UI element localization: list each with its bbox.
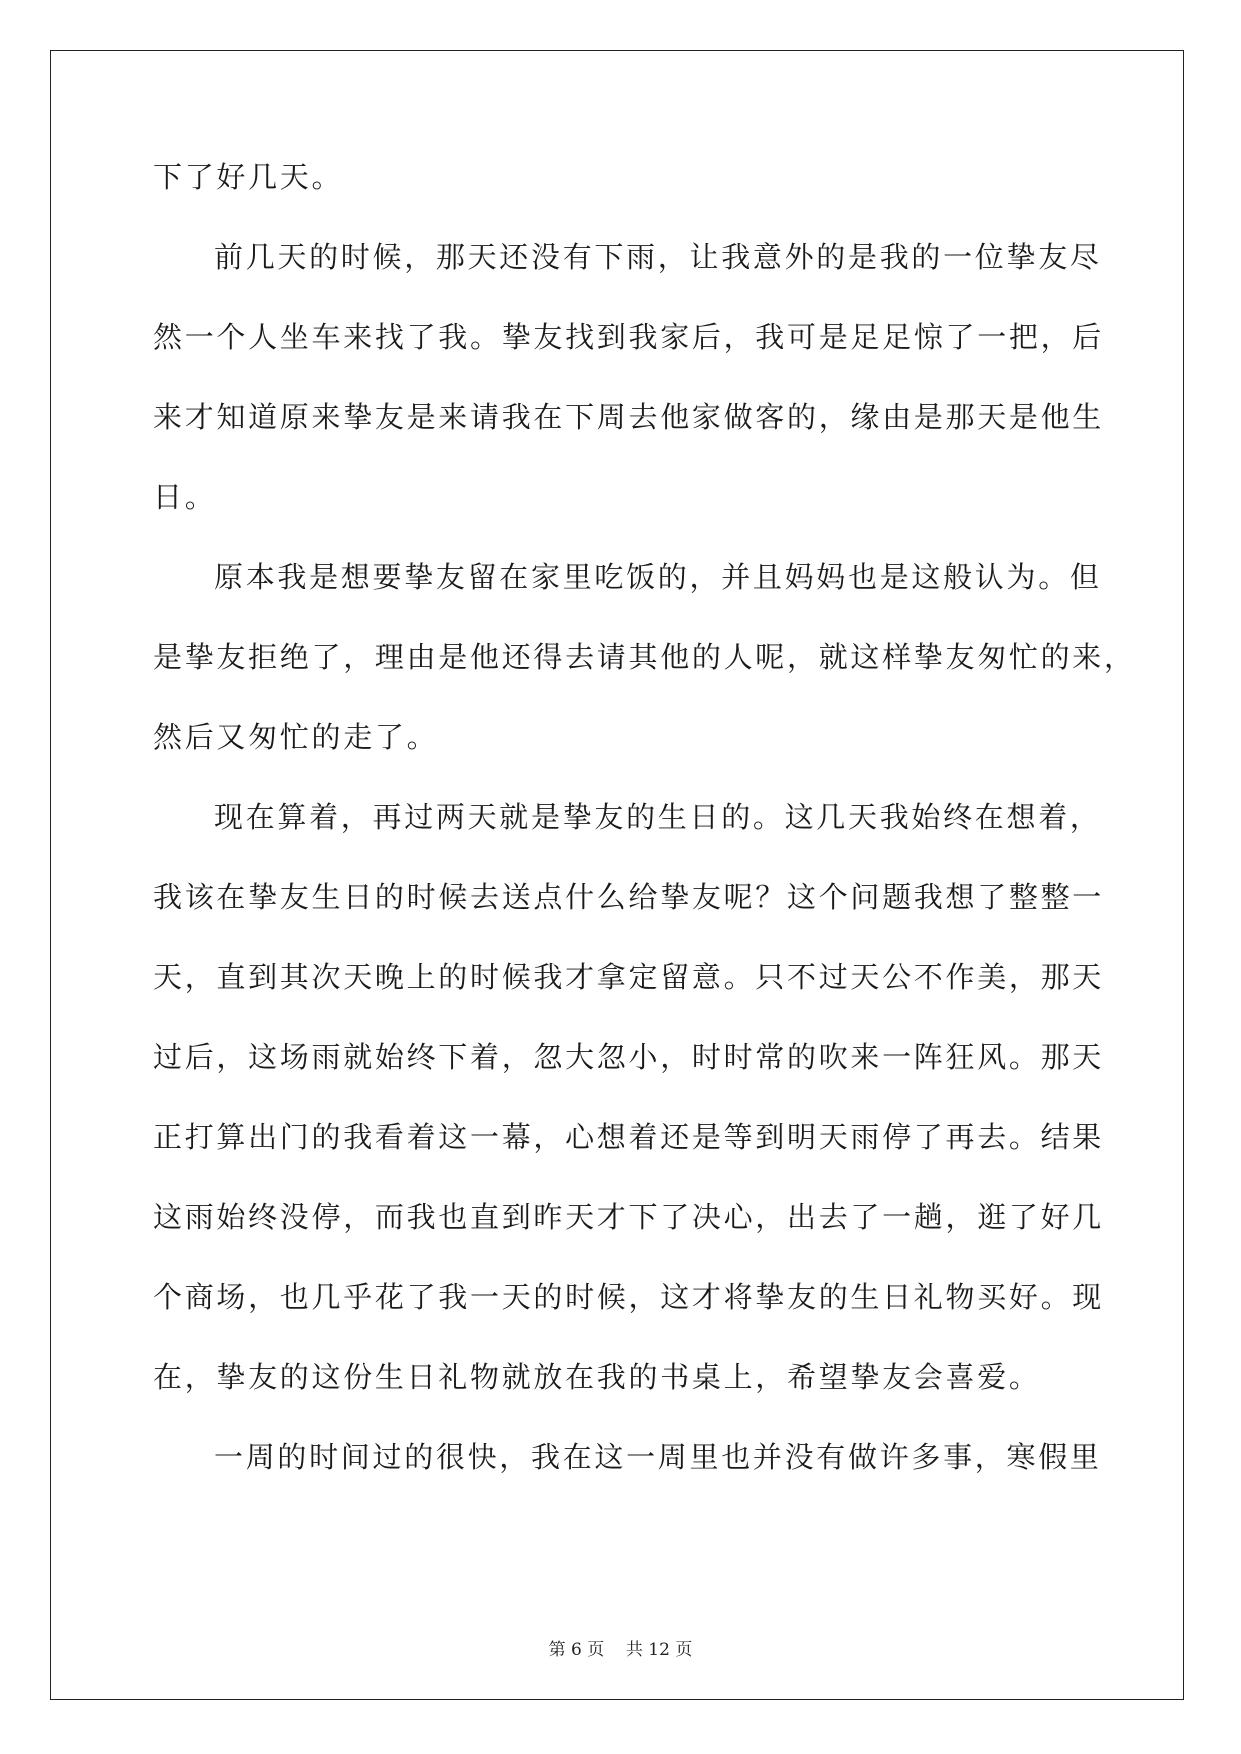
text-line: 正打算出门的我看着这一幕，心想着还是等到明天雨停了再去。结果 bbox=[153, 1120, 1105, 1154]
text-line: 这雨始终没停，而我也直到昨天才下了决心，出去了一趟，逛了好几 bbox=[153, 1200, 1105, 1234]
text-line: 原本我是想要挚友留在家里吃饭的，并且妈妈也是这般认为。但 bbox=[214, 560, 1102, 594]
text-line: 前几天的时候，那天还没有下雨，让我意外的是我的一位挚友尽 bbox=[214, 240, 1102, 274]
text-line: 一周的时间过的很快，我在这一周里也并没有做许多事，寒假里 bbox=[214, 1440, 1102, 1474]
text-line: 在，挚友的这份生日礼物就放在我的书桌上，希望挚友会喜爱。 bbox=[153, 1360, 1041, 1394]
text-line: 下了好几天。 bbox=[153, 160, 344, 194]
text-line: 我该在挚友生日的时候去送点什么给挚友呢？这个问题我想了整整一 bbox=[153, 880, 1105, 914]
page-footer bbox=[0, 1638, 1241, 1662]
text-line: 过后，这场雨就始终下着，忽大忽小，时时常的吹来一阵狂风。那天 bbox=[153, 1040, 1105, 1074]
text-line: 日。 bbox=[153, 480, 217, 514]
text-line: 是挚友拒绝了，理由是他还得去请其他的人呢，就这样挚友匆忙的来， bbox=[153, 640, 1136, 674]
text-line: 来才知道原来挚友是来请我在下周去他家做客的，缘由是那天是他生 bbox=[153, 400, 1105, 434]
text-line: 然一个人坐车来找了我。挚友找到我家后，我可是足足惊了一把，后 bbox=[153, 320, 1105, 354]
text-line: 天，直到其次天晚上的时候我才拿定留意。只不过天公不作美，那天 bbox=[153, 960, 1105, 994]
text-line: 然后又匆忙的走了。 bbox=[153, 720, 439, 754]
page-number-label: 第 6 页 共 12 页 bbox=[548, 1640, 693, 1660]
text-line: 现在算着，再过两天就是挚友的生日的。这几天我始终在想着， bbox=[214, 800, 1102, 834]
text-line: 个商场，也几乎花了我一天的时候，这才将挚友的生日礼物买好。现 bbox=[153, 1280, 1105, 1314]
